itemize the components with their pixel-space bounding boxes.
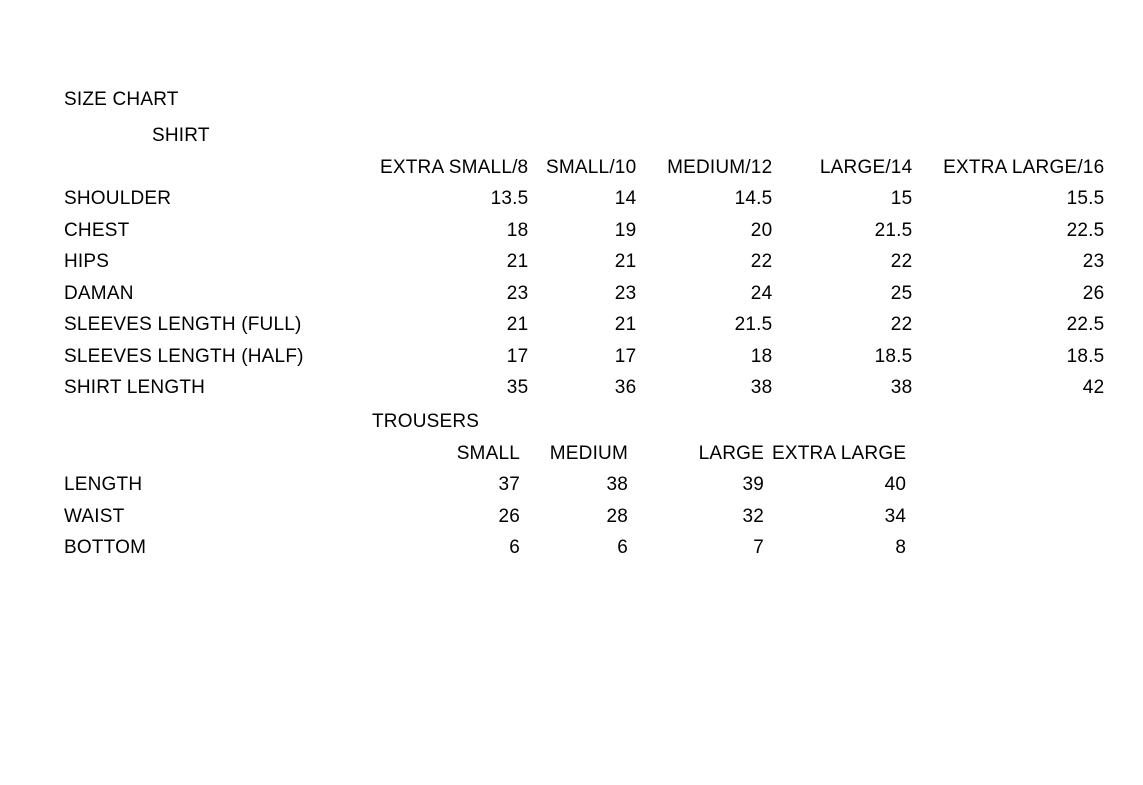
cell-value: 21.5 (874, 219, 913, 241)
cell-value: 23 (506, 282, 529, 304)
row-label: WAIST (64, 505, 125, 527)
table-row (64, 341, 1104, 373)
cell-value: 6 (617, 537, 628, 558)
trousers-column-header: SMALL (456, 442, 520, 464)
spacer-cell (764, 406, 906, 438)
trousers-column-header: EXTRA LARGE (772, 442, 907, 464)
row-label: LENGTH (64, 474, 143, 495)
cell-value: 37 (498, 474, 520, 495)
spacer-cell (772, 120, 912, 152)
empty-corner-cell (64, 152, 372, 184)
cell-value: 14.5 (734, 188, 773, 209)
spacer-cell (528, 120, 636, 152)
cell-value: 15.5 (1066, 188, 1105, 209)
cell-value: 21 (614, 314, 637, 335)
spacer-cell (636, 120, 772, 152)
cell-value: 6 (509, 537, 520, 558)
cell-value: 18.5 (874, 345, 913, 367)
cell-value: 19 (614, 219, 637, 241)
trousers-column-header: MEDIUM (549, 442, 628, 464)
cell-value: 38 (606, 474, 628, 495)
table-row (64, 246, 1104, 278)
cell-value: 23 (1082, 251, 1105, 272)
shirt-size-table (64, 120, 1104, 404)
cell-value: 42 (1082, 377, 1105, 398)
cell-value: 22.5 (1066, 314, 1105, 335)
cell-value: 21 (506, 314, 529, 335)
row-label: BOTTOM (64, 537, 147, 558)
cell-value: 20 (750, 219, 773, 241)
trousers-column-header-row (64, 438, 906, 470)
row-label: SHIRT LENGTH (64, 377, 206, 398)
shirt-section-label: SHIRT (152, 125, 210, 146)
cell-value: 17 (614, 345, 637, 367)
cell-value: 7 (753, 537, 764, 558)
cell-value: 32 (742, 505, 764, 527)
page-title: SIZE CHART (64, 89, 179, 110)
cell-value: 34 (884, 505, 907, 527)
cell-value: 22 (890, 251, 913, 272)
cell-value: 13.5 (490, 188, 529, 209)
spacer-cell (912, 120, 1104, 152)
cell-value: 18.5 (1066, 345, 1105, 367)
table-row (64, 183, 1104, 215)
table-row (64, 469, 906, 501)
spacer-cell (520, 406, 628, 438)
cell-value: 22 (890, 314, 913, 335)
table-row (64, 309, 1104, 341)
cell-value: 24 (750, 282, 773, 304)
row-label: SLEEVES LENGTH (FULL) (64, 314, 302, 335)
shirt-column-header: SMALL/10 (546, 156, 637, 178)
shirt-column-header: EXTRA LARGE/16 (943, 156, 1105, 178)
cell-value: 8 (895, 537, 907, 558)
cell-value: 21 (614, 251, 637, 272)
trousers-section-label: TROUSERS (372, 411, 480, 432)
table-row (64, 278, 1104, 310)
cell-value: 25 (890, 282, 913, 304)
cell-value: 21 (506, 251, 529, 272)
cell-value: 22 (750, 251, 773, 272)
cell-value: 17 (506, 345, 529, 367)
cell-value: 22.5 (1066, 219, 1105, 241)
cell-value: 40 (884, 474, 907, 495)
row-label: HIPS (64, 251, 110, 272)
shirt-column-header: MEDIUM/12 (667, 156, 773, 178)
row-label: CHEST (64, 219, 130, 241)
cell-value: 38 (750, 377, 773, 398)
cell-value: 26 (1082, 282, 1105, 304)
trousers-column-header: LARGE (698, 442, 764, 464)
spacer-cell (628, 406, 764, 438)
cell-value: 36 (614, 377, 637, 398)
table-row (64, 372, 1104, 404)
table-row (64, 532, 906, 564)
shirt-column-header-row (64, 152, 1104, 184)
row-label: SHOULDER (64, 188, 172, 209)
table-row (64, 215, 1104, 247)
table-row (64, 501, 906, 533)
shirt-column-header: EXTRA SMALL/8 (380, 156, 529, 178)
cell-value: 15 (890, 188, 913, 209)
cell-value: 39 (742, 474, 764, 495)
cell-value: 35 (506, 377, 529, 398)
cell-value: 14 (614, 188, 637, 209)
empty-corner-cell (64, 438, 372, 470)
cell-value: 28 (606, 505, 628, 527)
cell-value: 21.5 (734, 314, 773, 335)
cell-value: 18 (506, 219, 529, 241)
trousers-section-header-row (64, 406, 906, 438)
cell-value: 18 (750, 345, 773, 367)
row-label: DAMAN (64, 282, 134, 304)
cell-value: 23 (614, 282, 637, 304)
cell-value: 26 (498, 505, 520, 527)
trousers-size-table (64, 406, 906, 564)
row-label: SLEEVES LENGTH (HALF) (64, 345, 304, 367)
shirt-column-header: LARGE/14 (819, 156, 913, 178)
cell-value: 38 (890, 377, 913, 398)
shirt-section-header-row (64, 120, 1104, 152)
